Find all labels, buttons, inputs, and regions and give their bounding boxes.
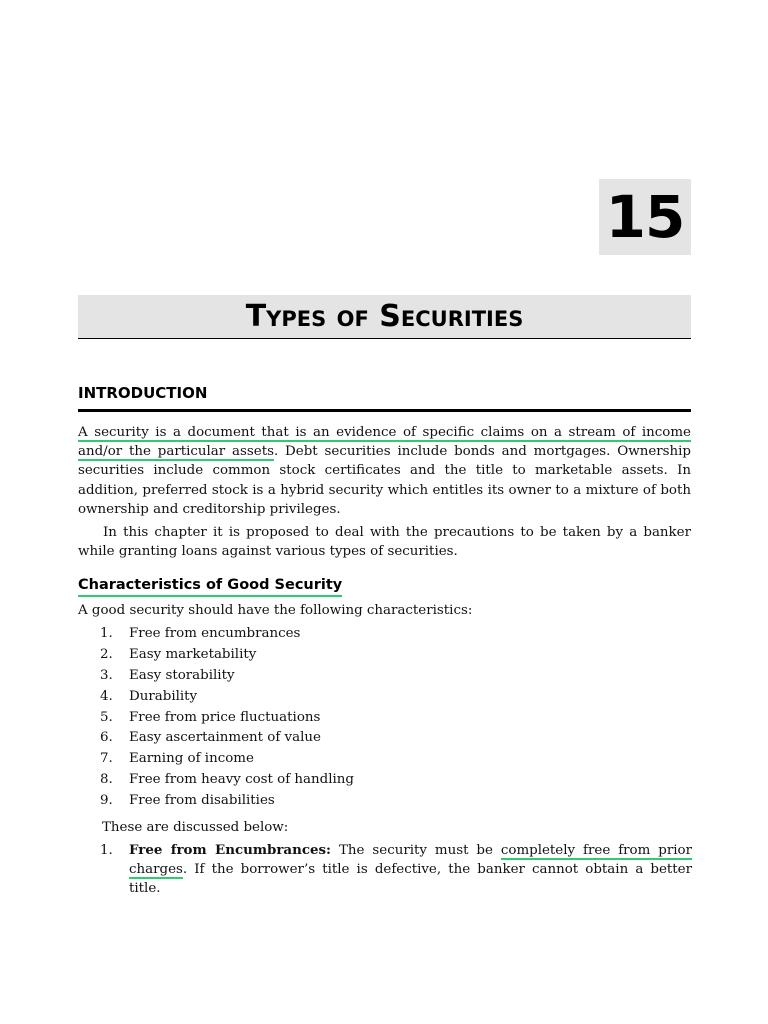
characteristics-intro: A good security should have the following characteristics: <box>78 603 473 618</box>
detail-text: . If the borrower’s title is defective, the banker cannot obtain a better title. <box>129 862 692 896</box>
list-item <box>100 708 354 729</box>
detail-body <box>129 841 692 898</box>
list-text: Easy ascertainment of value <box>129 730 321 746</box>
list-item <box>100 666 354 687</box>
characteristics-list <box>100 624 354 812</box>
list-text: Easy storability <box>129 667 235 683</box>
subheading-characteristics: Characteristics of Good Security <box>78 576 342 597</box>
list-number: 7. <box>100 751 113 767</box>
paragraph-text: . Debt securities include bonds and mortgages. Ownership securities include common stock certificates and the title to marketable assets. In addition, preferred stock is a hybrid security which entitles its owner to a mixture of both ownership and creditorship privileges. <box>78 444 691 517</box>
list-item <box>100 645 354 666</box>
section-rule <box>78 409 691 412</box>
list-text: Easy marketability <box>129 646 257 662</box>
list-number: 9. <box>100 793 113 809</box>
list-item <box>100 791 354 812</box>
list-number: 1. <box>100 626 113 641</box>
list-number: 3. <box>100 667 113 683</box>
list-text: Free from heavy cost of handling <box>129 772 354 788</box>
list-item <box>100 624 354 645</box>
section-heading-introduction: INTRODUCTION <box>78 384 208 402</box>
list-text: Durability <box>129 688 198 704</box>
list-item <box>100 749 354 770</box>
detail-number: 1. <box>100 843 113 858</box>
list-text: Earning of income <box>129 751 254 767</box>
intro-paragraph-1 <box>78 423 691 519</box>
list-number: 8. <box>100 772 113 788</box>
list-item <box>100 770 354 791</box>
list-item <box>100 728 354 749</box>
detail-item-1 <box>100 841 692 898</box>
highlighted-text: completely free from prior charges <box>129 843 692 877</box>
list-text: Free from price fluctuations <box>129 709 321 725</box>
highlighted-text: A security is a document that is an evidence of specific claims on a stream of income and/or the particular assets <box>78 425 691 460</box>
detail-text: The security must be <box>331 843 501 858</box>
detail-term: Free from Encumbrances: <box>129 842 331 858</box>
list-number: 4. <box>100 688 113 704</box>
list-text: Free from disabilities <box>129 793 275 809</box>
list-text: Free from encumbrances <box>129 626 301 641</box>
list-number: 6. <box>100 730 113 746</box>
chapter-title: Types of Securities <box>78 295 691 339</box>
list-number: 5. <box>100 709 113 725</box>
chapter-number: 15 <box>599 179 691 255</box>
list-number: 2. <box>100 646 113 662</box>
intro-paragraph-2: In this chapter it is proposed to deal with the precautions to be taken by a banker while granting loans against various types of securities. <box>78 525 691 560</box>
list-item <box>100 687 354 708</box>
discussed-below-line: These are discussed below: <box>102 820 289 835</box>
